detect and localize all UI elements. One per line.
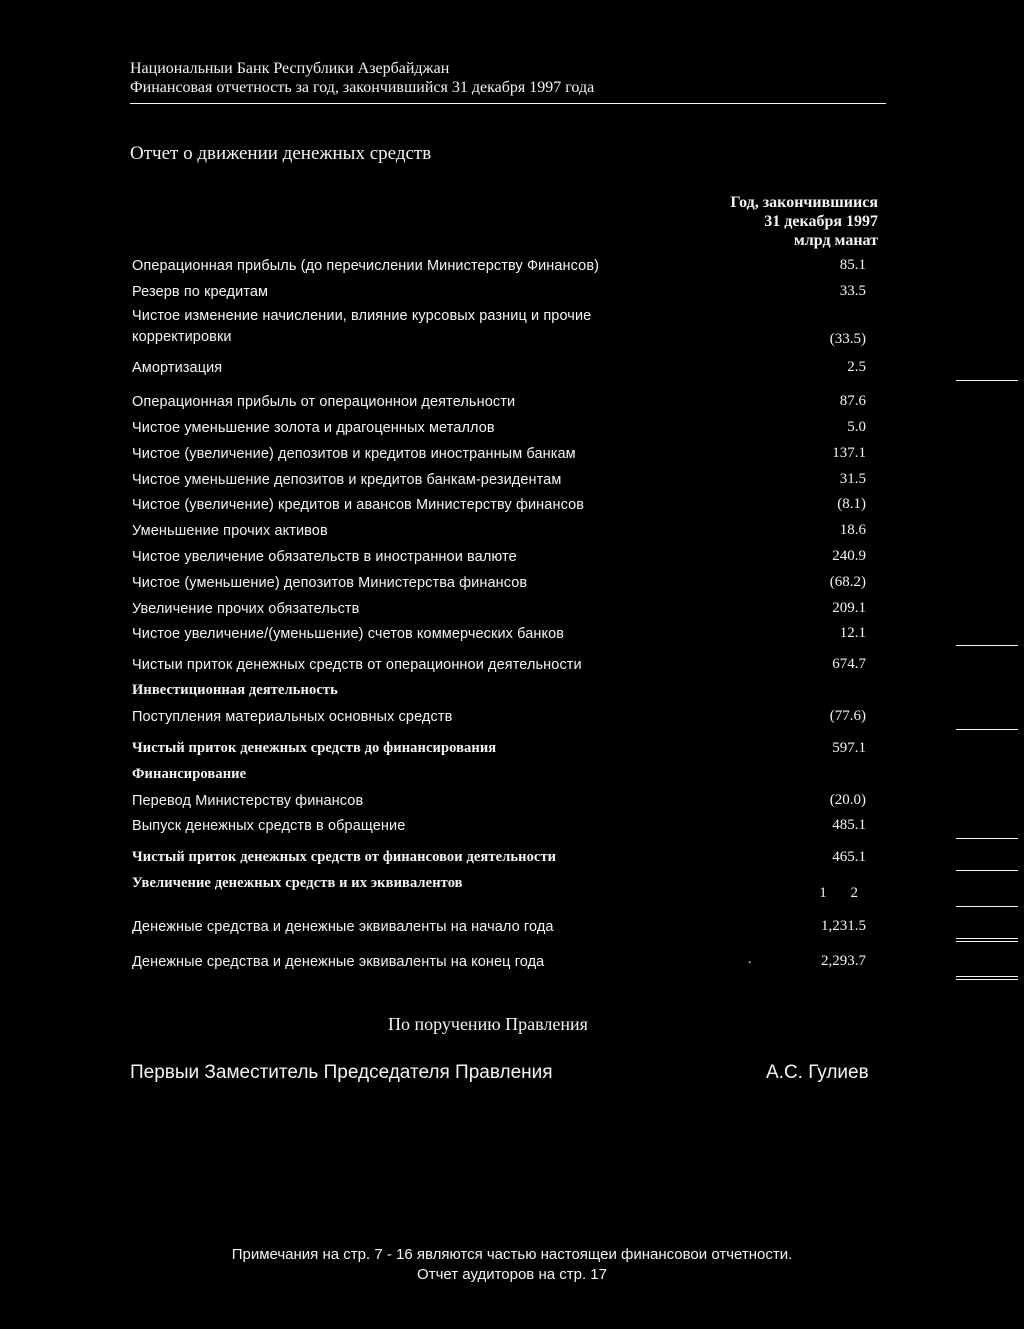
table-row bbox=[132, 651, 872, 675]
subtotal-rule bbox=[956, 645, 1018, 646]
subtotal-rule bbox=[956, 380, 1018, 381]
subtotal-rule bbox=[956, 838, 1018, 839]
row-value: (20.0) bbox=[829, 792, 866, 808]
row-value: (77.6) bbox=[829, 708, 866, 724]
row-label: Поступления материальных основных средств bbox=[132, 709, 453, 725]
row-label: Чистый приток денежных средств до финансирования bbox=[132, 740, 497, 756]
row-value: 31.5 bbox=[839, 471, 866, 487]
row-value: 12.1 bbox=[839, 625, 866, 641]
table-row bbox=[132, 543, 872, 567]
row-label: Чистое уменьшение золота и драгоценных металлов bbox=[132, 420, 495, 436]
row-label: Резерв по кредитам bbox=[132, 284, 269, 300]
table-row bbox=[132, 595, 872, 619]
row-label: Операционная прибыль (до перечислении Министерству Финансов) bbox=[132, 258, 600, 274]
row-value: 2,293.7 bbox=[821, 953, 866, 969]
column-header-line1: Год, закончившиися bbox=[730, 194, 878, 211]
page-title: Отчет о движении денежных средств bbox=[130, 143, 432, 164]
row-label: Денежные средства и денежные эквиваленты на конец года bbox=[132, 954, 545, 970]
table-row bbox=[132, 569, 872, 593]
row-value: (8.1) bbox=[837, 496, 866, 512]
row-value: 137.1 bbox=[832, 445, 866, 461]
row-label: Чистое увеличение/(уменьшение) счетов коммерческих банков bbox=[132, 626, 565, 642]
table-row bbox=[132, 812, 872, 836]
table-row bbox=[132, 703, 872, 727]
signatory-name: А.С. Гулиев bbox=[766, 1062, 869, 1083]
row-value: (33.5) bbox=[829, 331, 866, 347]
signature-title: По поручению Правления bbox=[388, 1014, 588, 1034]
subtotal-rule bbox=[956, 906, 1018, 907]
table-row bbox=[132, 620, 872, 644]
table-row bbox=[132, 735, 872, 759]
table-row bbox=[132, 466, 872, 490]
row-label: Чистое уменьшение депозитов и кредитов банкам-резидентам bbox=[132, 472, 562, 488]
row-label: Денежные средства и денежные эквиваленты на начало года bbox=[132, 919, 554, 935]
row-label: Амортизация bbox=[132, 360, 223, 376]
table-row bbox=[132, 491, 872, 515]
row-label: Уменьшение прочих активов bbox=[132, 523, 328, 539]
row-value: 85.1 bbox=[839, 257, 866, 273]
column-header-line2: 31 декабря 1997 bbox=[764, 213, 878, 230]
table-row bbox=[132, 304, 872, 350]
row-label: Чистое (увеличение) кредитов и авансов Министерству финансов bbox=[132, 497, 585, 513]
row-label: Чистое изменение начислении, влияние курсовых разниц и прочие корректировки bbox=[132, 308, 592, 345]
subtotal-rule bbox=[956, 870, 1018, 871]
row-value: 1,231.5 bbox=[821, 918, 866, 934]
row-value: 2.5 bbox=[847, 359, 866, 375]
table-row bbox=[132, 354, 872, 378]
row-value: 18.6 bbox=[839, 522, 866, 538]
row-value: 33.5 bbox=[839, 283, 866, 299]
row-value: 485.1 bbox=[832, 817, 866, 833]
stray-mark: . bbox=[748, 952, 752, 967]
total-double-rule bbox=[956, 976, 1018, 980]
section-label-financing: Финансирование bbox=[132, 766, 247, 782]
row-value: 209.1 bbox=[832, 600, 866, 616]
table-row bbox=[132, 278, 872, 302]
table-row bbox=[132, 440, 872, 464]
row-value: (68.2) bbox=[829, 574, 866, 590]
row-label: Чистое увеличение обязательств в иностраннои валюте bbox=[132, 549, 517, 565]
row-label: Увеличение прочих обязательств bbox=[132, 601, 360, 617]
table-row bbox=[132, 844, 872, 868]
subtotal-rule bbox=[956, 729, 1018, 730]
table-row bbox=[132, 517, 872, 541]
table-row-value-only bbox=[132, 878, 872, 904]
row-label: Увеличение денежных средств и их эквивалентов bbox=[132, 875, 463, 891]
table-row bbox=[132, 252, 872, 276]
row-label: Чистое (увеличение) депозитов и кредитов иностранным банкам bbox=[132, 446, 576, 462]
footer-note: Примечания на стр. 7 - 16 являются частью настоящеи финансовои отчетности. bbox=[231, 1246, 793, 1263]
table-row bbox=[132, 388, 872, 412]
row-label: Перевод Министерству финансов bbox=[132, 793, 364, 809]
header-subtitle: Финансовая отчетность за год, закончившийся 31 декабря 1997 года bbox=[130, 79, 595, 96]
row-value: 1 2 bbox=[819, 885, 868, 901]
row-value: 87.6 bbox=[839, 393, 866, 409]
table-row bbox=[132, 948, 872, 972]
section-label-investing: Инвестиционная деятельность bbox=[132, 682, 338, 698]
signatory-position: Первыи Заместитель Председателя Правления bbox=[130, 1062, 553, 1083]
header-divider bbox=[130, 103, 886, 104]
row-label: Чистыи приток денежных средств от операционнои деятельности bbox=[132, 657, 582, 673]
table-row bbox=[132, 414, 872, 438]
row-value: 674.7 bbox=[832, 656, 866, 672]
section-heading bbox=[132, 677, 872, 701]
row-label: Выпуск денежных средств в обращение bbox=[132, 818, 406, 834]
row-label: Чистое (уменьшение) депозитов Министерства финансов bbox=[132, 575, 528, 591]
column-header bbox=[730, 193, 878, 250]
row-value: 465.1 bbox=[832, 849, 866, 865]
total-double-rule bbox=[956, 938, 1018, 942]
row-label: Чистый приток денежных средств от финансовои деятельности bbox=[132, 849, 557, 865]
row-value: 597.1 bbox=[832, 740, 866, 756]
row-label: Операционная прибыль от операционнои деятельности bbox=[132, 394, 516, 410]
header-organization: Национальныи Банк Республики Азербайджан bbox=[130, 60, 450, 77]
row-value: 5.0 bbox=[847, 419, 866, 435]
section-heading bbox=[132, 761, 872, 785]
footer-auditors-note: Отчет аудиторов на стр. 17 bbox=[417, 1266, 607, 1283]
row-value: 240.9 bbox=[832, 548, 866, 564]
table-row bbox=[132, 787, 872, 811]
table-row bbox=[132, 913, 872, 937]
column-header-line3: млрд манат bbox=[793, 232, 878, 249]
